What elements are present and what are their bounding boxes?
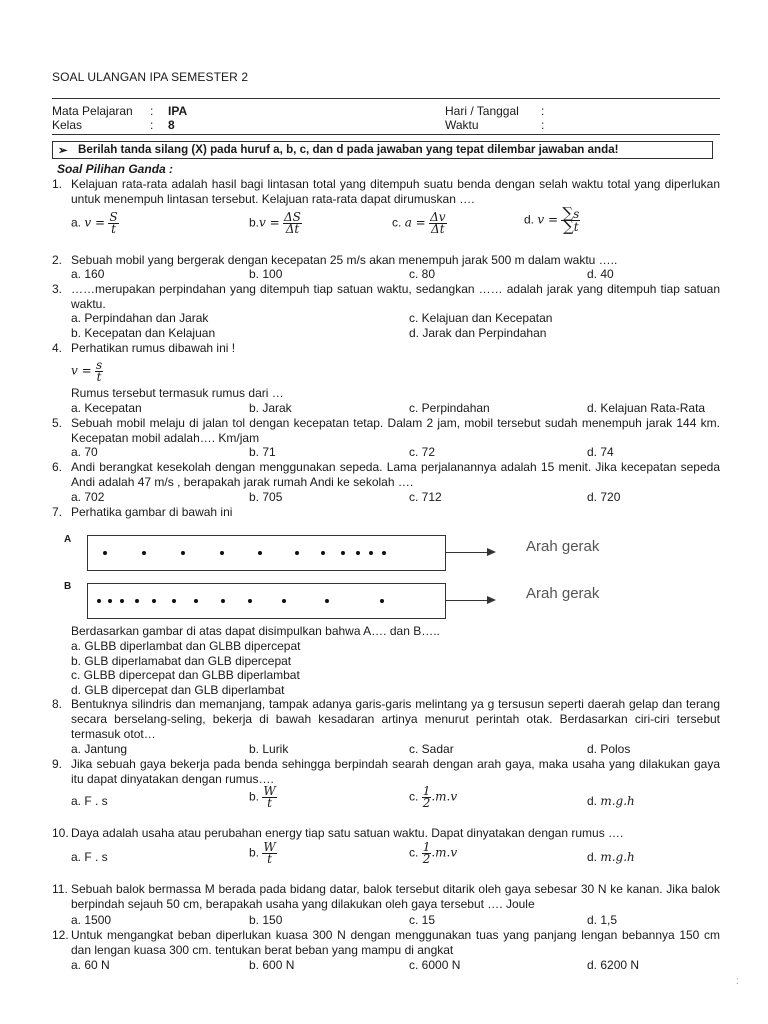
q6-option-c: c. 712 [409,490,442,504]
question-3 [52,282,720,312]
question-7 [52,505,720,520]
q12-option-b: b. 600 N [249,958,295,972]
question-stem: Jika sebuah gaya bekerja pada benda sehingga berpindah searah dengan arah gaya, maka usaha yang dilakukan gaya itu dapat dinyatakan dengan rumus…. [71,757,720,786]
q8-option-a: a. Jantung [71,742,128,756]
q6-option-d: d. 720 [587,490,621,504]
question-number: 8. [52,697,63,711]
question-stem: Sebuah mobil yang bergerak dengan kecepatan 25 m/s akan menempuh jarak 500 m dalam waktu ….. [71,253,618,267]
tape-b-dot [108,599,112,603]
q5-option-c: c. 72 [409,445,436,459]
arrow-b-line [446,600,488,601]
question-number: 3. [52,282,63,296]
kelas-value: 8 [168,118,175,132]
arrow-bullet-icon: ➢ [58,144,68,157]
hari-colon: : [541,104,545,118]
q4-formula: v = $\frac{s}{t}$ [71,358,103,384]
question-2 [52,253,720,268]
question-stem: Untuk mengangkat beban diperlukan kuasa 300 N dengan menggunakan tuas yang panjang lengan bebannya 150 cm dan lengan kuasa 300 cm. tentukan berat beban yang mampu di angkat [71,928,720,957]
tape-b-dot [120,599,124,603]
q5-option-b: b. 71 [249,445,276,459]
q6-option-a: a. 702 [71,490,105,504]
tape-a-dot [220,551,224,555]
tape-b-dot [221,599,225,603]
page-title: SOAL ULANGAN IPA SEMESTER 2 [52,70,249,84]
tape-a-dot [369,551,373,555]
q1-option-a: a. v = $\frac{S}{t}$ [71,210,118,236]
q2-option-d: d. 40 [587,267,614,281]
question-number: 2. [52,253,63,267]
q4-option-a: a. Kecepatan [71,401,142,415]
q1-option-d: d. v = $\frac{\sum s}{\sum t}$ [524,204,580,235]
tape-a-dot [142,551,146,555]
tape-a-dot [321,551,325,555]
ticker-tape-b [87,583,446,619]
q9-option-a: a. F . s [71,794,108,808]
question-number: 6. [52,460,63,474]
question-10 [52,826,720,841]
tape-a-dot [258,551,262,555]
question-11 [52,882,720,912]
q7-option-a: a. GLBB diperlambat dan GLBB dipercepat [71,639,301,653]
kelas-label: Kelas [52,118,83,132]
tape-b-dot [248,599,252,603]
mapel-label: Mata Pelajaran [52,104,133,118]
q5-option-d: d. 74 [587,445,614,459]
q4-prompt: Rumus tersebut termasuk rumus dari … [71,386,284,400]
question-stem: Andi berangkat kesekolah dengan menggunakan sepeda. Lama perjalanannya adalah 15 menit. Jika kecepatan sepeda Andi adalah 47 m/s , berapakah jarak rumah Andi ke sekolah …. [71,460,720,489]
tape-b-dot [325,599,329,603]
q4-option-d: d. Kelajuan Rata-Rata [587,401,706,415]
q11-option-c: c. 15 [409,913,436,927]
q11-option-d: d. 1,5 [587,913,618,927]
waktu-colon: : [541,118,545,132]
q10-option-c: c. $\frac{1}{2}$ .m.v [409,840,458,866]
question-number: 7. [52,505,63,519]
q3-option-a: a. Perpindahan dan Jarak [71,311,209,325]
question-stem: Sebuah balok bermassa M berada pada bidang datar, balok tersebut ditarik oleh gaya sebesar 30 N ke kanan. Jika balok berpindah sejauh 50 cm, berapakah usaha yang dilakukan oleh gaya tersebut …. Joule [71,882,720,911]
q10-option-a: a. F . s [71,850,108,864]
mapel-value: IPA [168,104,188,118]
q3-option-d: d. Jarak dan Perpindahan [409,326,547,340]
arrow-a-line [446,552,488,553]
q11-option-a: a. 1500 [71,913,112,927]
question-number: 9. [52,757,63,771]
mapel-colon: : [150,104,154,118]
header-rule [52,98,720,99]
question-stem: Daya adalah usaha atau perubahan energy tiap satu satuan waktu. Dapat dinyatakan dengan rumus …. [71,826,624,840]
question-number: 5. [52,416,63,430]
q11-option-b: b. 150 [249,913,283,927]
q10-option-b: b. $\frac{W}{t}$ [249,840,276,866]
hari-label: Hari / Tanggal [445,104,519,118]
question-9 [52,757,720,787]
question-6 [52,460,720,490]
q5-option-a: a. 70 [71,445,98,459]
question-8 [52,697,720,742]
question-stem: Sebuah mobil melaju di jalan tol dengan kecepatan tetap. Dalam 2 jam, mobil tersebut sudah menempuh jarak 144 km. Kecepatan mobil adalah…. Km/jam [71,416,720,445]
section-heading: Soal Pilihan Ganda : [57,162,174,176]
question-stem: Bentuknya silindris dan memanjang, tampak adanya garis-garis melintang ya g tersusun seperti daerah gelap dan terang secara berselang-seling, bekerja di bawah kesadaran artinya menurut perintah otak. Berdasarkan ciri-ciri tersebut termasuk otot… [71,697,720,741]
q10-option-d: d. m.g.h [587,850,635,864]
q1-option-c: c. a = $\frac{\Delta v}{\Delta t}$ [392,210,446,236]
q8-option-d: d. Polos [587,742,631,756]
q9-option-b: b. $\frac{W}{t}$ [249,784,276,810]
question-number: 11. [52,882,68,896]
question-number: 10. [52,826,69,840]
tape-a-dot [341,551,345,555]
q12-option-a: a. 60 N [71,958,110,972]
question-stem: Kelajuan rata-rata adalah hasil bagi lintasan total yang ditempuh suatu benda dengan selah waktu total yang diperlukan untuk menempuh lintasan tersebut. Kelajuan rata-rata dapat dirumuskan …. [71,177,720,206]
q2-option-a: a. 160 [71,267,105,281]
q7-option-b: b. GLB diperlamabat dan GLB dipercepat [71,654,292,668]
figure-label-b: B [64,581,72,592]
kelas-colon: : [150,118,154,132]
q3-option-b: b. Kecepatan dan Kelajuan [71,326,216,340]
q12-option-c: c. 6000 N [409,958,461,972]
q6-option-b: b. 705 [249,490,283,504]
tape-b-dot [194,599,198,603]
q9-option-d: d. m.g.h [587,794,635,808]
tape-b-dot [172,599,176,603]
corner-mark: : [736,976,739,987]
q4-option-c: c. Perpindahan [409,401,490,415]
header-bottom-rule [52,134,720,135]
q7-option-d: d. GLB dipercepat dan GLB diperlambat [71,683,285,697]
q9-option-c: c. $\frac{1}{2}$ .m.v [409,784,458,810]
question-number: 12. [52,928,69,942]
ticker-tape-a [87,535,446,571]
question-12 [52,928,720,958]
tape-a-dot [103,551,107,555]
tape-a-dot [295,551,299,555]
q2-option-c: c. 80 [409,267,436,281]
question-number: 1. [52,177,63,191]
question-stem: Perhatikan rumus dibawah ini ! [71,341,236,355]
tape-b-dot [135,599,139,603]
tape-b-dot [152,599,156,603]
figure-label-a: A [64,534,72,545]
tape-b-dot [380,599,384,603]
q3-option-c: c. Kelajuan dan Kecepatan [409,311,553,325]
caption-b: Arah gerak [526,585,600,602]
question-stem: Perhatika gambar di bawah ini [71,505,233,519]
tape-a-dot [382,551,386,555]
q7-option-c: c. GLBB dipercepat dan GLBB diperlambat [71,668,300,682]
question-1 [52,177,720,207]
q1-option-b: b.v = $\frac{\Delta S}{\Delta t}$ [249,210,301,236]
q8-option-c: c. Sadar [409,742,454,756]
caption-a: Arah gerak [526,538,600,555]
waktu-label: Waktu [445,118,479,132]
q4-option-b: b. Jarak [249,401,292,415]
arrow-right-icon [487,548,496,556]
tape-b-dot [97,599,101,603]
instruction-box [52,141,713,159]
question-5 [52,416,720,446]
tape-a-dot [356,551,360,555]
q12-option-d: d. 6200 N [587,958,640,972]
q8-option-b: b. Lurik [249,742,289,756]
q2-option-b: b. 100 [249,267,283,281]
question-number: 4. [52,341,63,355]
question-stem: ……merupakan perpindahan yang ditempuh tiap satuan waktu, sedangkan …… adalah jarak yang ditempuh tiap satuan waktu. [71,282,720,311]
instruction-text: Berilah tanda silang (X) pada huruf a, b, c, dan d pada jawaban yang tepat dilembar jawaban anda! [78,143,619,156]
tape-b-dot [282,599,286,603]
arrow-right-icon [487,596,496,604]
question-4 [52,341,720,356]
tape-a-dot [181,551,185,555]
q7-prompt: Berdasarkan gambar di atas dapat disimpulkan bahwa A…. dan B….. [71,624,440,638]
